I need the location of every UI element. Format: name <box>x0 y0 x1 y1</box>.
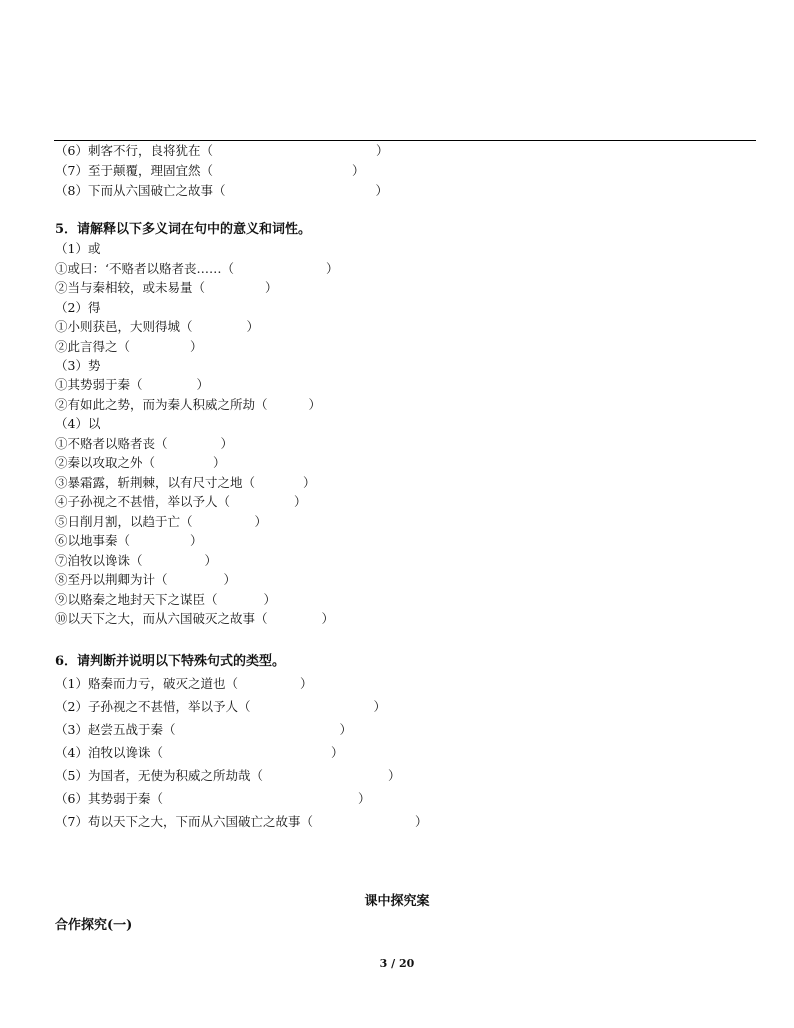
list-item: （2）得 <box>55 300 101 315</box>
list-item: ④子孙视之不甚惜，举以予人（ ） <box>55 494 307 509</box>
list-item: ⑦洎牧以谗诛（ ） <box>55 553 218 568</box>
header-rule <box>54 140 756 141</box>
list-item: ②此言得之（ ） <box>55 339 203 354</box>
subsection-title: 合作探究(一) <box>55 918 133 933</box>
list-item: ②秦以攻取之外（ ） <box>55 455 226 470</box>
page-number: 3 / 20 <box>379 957 415 970</box>
list-item: ⑨以赂秦之地封天下之谋臣（ ） <box>55 592 277 607</box>
list-item: ①小则获邑，大则得城（ ） <box>55 319 260 334</box>
list-item: （5）为国者，无使为积威之所劫哉（ ） <box>55 768 401 783</box>
list-item: （2）子孙视之不甚惜，举以予人（ ） <box>55 699 386 714</box>
list-item: ①其势弱于秦（ ） <box>55 377 210 392</box>
list-item: （3）势 <box>55 358 101 373</box>
list-item: （1）赂秦而力亏，破灭之道也（ ） <box>55 676 313 691</box>
list-item: （7）至于颠覆，理固宜然（ ） <box>55 163 365 178</box>
list-item: ⑥以地事秦（ ） <box>55 533 203 548</box>
list-item: （4）洎牧以谗诛（ ） <box>55 745 344 760</box>
list-item: （1）或 <box>55 241 101 256</box>
question-6-heading: 6．请判断并说明以下特殊句式的类型。 <box>55 654 286 669</box>
list-item: ②当与秦相较，或未易量（ ） <box>55 280 278 295</box>
list-item: ⑤日削月割，以趋于亡（ ） <box>55 514 268 529</box>
section-title: 课中探究案 <box>364 894 430 909</box>
list-item: （8）下而从六国破亡之故事（ ） <box>55 183 388 198</box>
list-item: （6）其势弱于秦（ ） <box>55 791 371 806</box>
list-item: ⑧至丹以荆卿为计（ ） <box>55 572 237 587</box>
list-item: （4）以 <box>55 416 101 431</box>
list-item: ①不赂者以赂者丧（ ） <box>55 436 234 451</box>
question-5-heading: 5．请解释以下多义词在句中的意义和词性。 <box>55 222 312 237</box>
list-item: ①或曰：‘不赂者以赂者丧……（ ） <box>55 261 339 276</box>
list-item: （3）赵尝五战于秦（ ） <box>55 722 352 737</box>
list-item: ②有如此之势，而为秦人积威之所劫（ ） <box>55 397 322 412</box>
list-item: ⑩以天下之大，而从六国破灭之故事（ ） <box>55 611 335 626</box>
list-item: （6）刺客不行，良将犹在（ ） <box>55 143 389 158</box>
list-item: （7）苟以天下之大，下而从六国破亡之故事（ ） <box>55 814 428 829</box>
list-item: ③暴霜露，斩荆棘，以有尺寸之地（ ） <box>55 475 316 490</box>
